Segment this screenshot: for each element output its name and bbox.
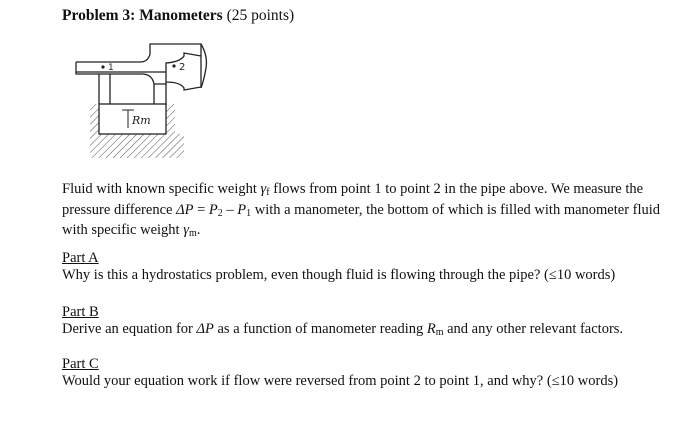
part-c-label: Part C (62, 356, 99, 372)
reading-label: Rm (132, 114, 151, 127)
hatch-right-wall (166, 104, 175, 134)
part-b-label: Part B (62, 304, 99, 320)
left-tube (99, 74, 110, 104)
point-1-dot (101, 65, 104, 68)
manometer-diagram (70, 38, 215, 164)
problem-description: Fluid with known specific weight $\gamma_f$ flows from point 1 to point 2 in the pipe above. We measure the pressure difference $\Delta P = P_2 - P_1$ with a manometer, the bottom of which is filled with manometer fluid with specific weight $\gamma_m$. (62, 181, 661, 239)
pipe-top-wall (76, 44, 201, 62)
part-a-label: Part A (62, 250, 99, 266)
part-c-text: Would your equation work if flow were reversed from point 2 to point 1, and why? (≤10 words) (62, 373, 619, 389)
pipe-bottom-wall (76, 72, 166, 84)
problem-title-text: Problem 3: Manometers (62, 7, 223, 24)
point-1-label: 1 (108, 63, 114, 73)
problem-points: (25 points) (226, 7, 295, 24)
point-2-dot (172, 64, 175, 67)
problem-title (62, 6, 294, 26)
point-2-label: 2 (179, 62, 186, 73)
part-b-text: Derive an equation for ΔP as a function of manometer reading $R_m$ and any other relevant factors. (62, 321, 624, 338)
pipe-right-end (201, 44, 206, 88)
hatch-left-wall (90, 104, 99, 134)
part-a-text: Why is this a hydrostatics problem, even though fluid is flowing through the pipe? (≤10 words) (62, 267, 616, 283)
right-tube (154, 84, 166, 104)
hatch-bottom (90, 134, 184, 158)
